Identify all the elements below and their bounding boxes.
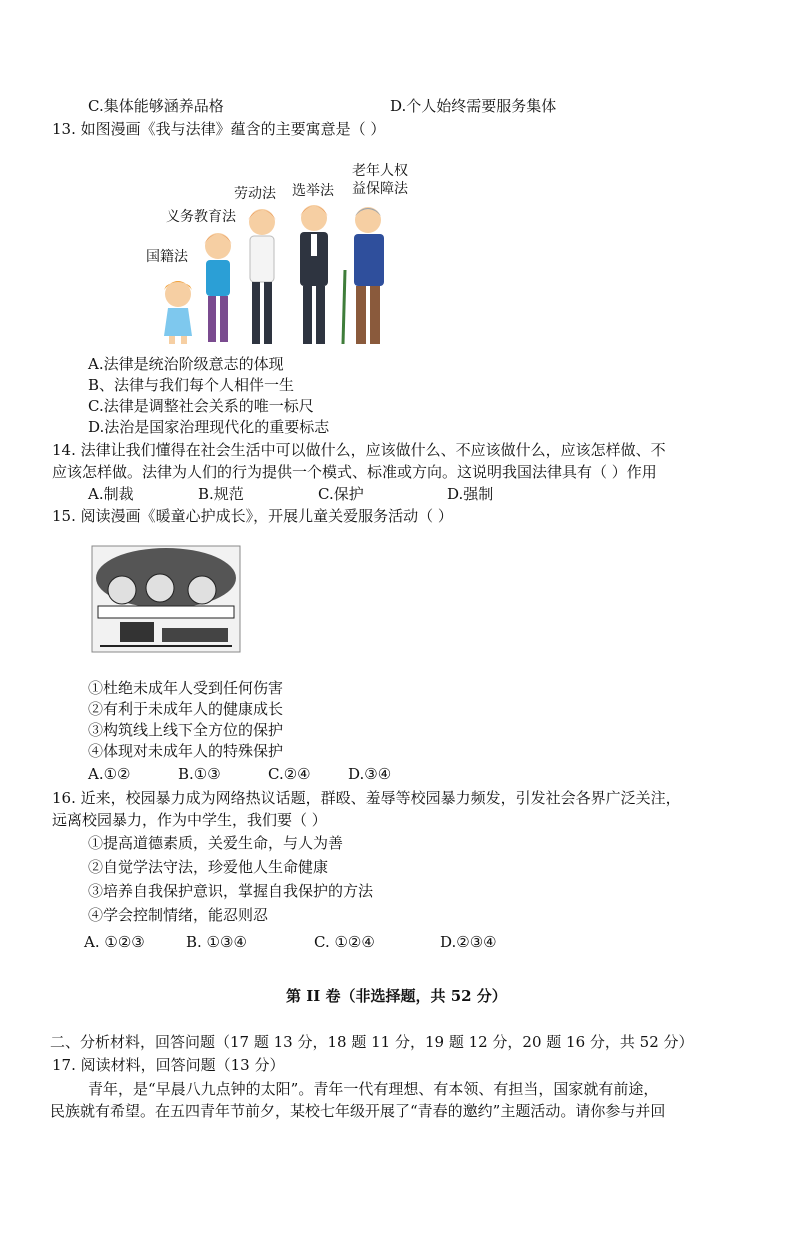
q15-item-4: ④体现对未成年人的特殊保护 [88,742,284,760]
q15-item-1: ①杜绝未成年人受到任何伤害 [88,679,284,697]
label-labor-law: 劳动法 [234,186,276,202]
q17-paragraph-line2: 民族就有希望。在五四青年节前夕，某校七年级开展了“青春的邀约”主题活动。请你参与并回 [50,1102,666,1120]
q16-stem-line2: 远离校园暴力，作为中学生，我们要（ ） [52,811,327,829]
q16-item-1: ①提高道德素质，关爱生命，与人为善 [88,834,344,852]
q15-option-d: D.③④ [348,765,392,783]
label-election-law: 选举法 [292,183,334,199]
q15-option-c: C.②④ [268,765,311,783]
q16-option-a: A. ①②③ [84,933,145,951]
q17-stem: 17. 阅读材料，回答问题（13 分） [52,1056,285,1074]
elderly-man-figure [343,207,384,344]
q14-option-d: D.强制 [447,485,494,503]
q15-stem: 15. 阅读漫画《暖童心护成长》，开展儿童关爱服务活动（ ） [52,507,453,525]
q15-cartoon-illustration [90,544,242,654]
q13-option-d: D.法治是国家治理现代化的重要标志 [88,418,330,436]
q12-option-d: D.个人始终需要服务集体 [390,97,557,115]
q13-option-b: B、法律与我们每个人相伴一生 [88,376,295,394]
suit-man-figure [300,205,328,344]
q13-stem: 13. 如图漫画《我与法律》蕴含的主要寓意是（ ） [52,120,386,138]
q16-item-3: ③培养自我保护意识，掌握自我保护的方法 [88,882,374,900]
q15-item-3: ③构筑线上线下全方位的保护 [88,721,284,739]
family-figures-illustration [140,158,430,350]
q14-option-c: C.保护 [318,485,364,503]
section-2-instruction: 二、分析材料，回答问题（17 题 13 分，18 题 11 分，19 题 12 分，20 题 16 分，共 52 分） [50,1033,694,1051]
q16-option-c: C. ①②④ [314,933,375,951]
q15-option-a: A.①② [88,765,131,783]
q15-option-b: B.①③ [178,765,221,783]
q16-item-2: ②自觉学法守法，珍爱他人生命健康 [88,858,329,876]
q16-item-4: ④学会控制情绪，能忍则忍 [88,906,269,924]
q14-stem-line1: 14. 法律让我们懂得在社会生活中可以做什么，应该做什么、不应该做什么，应该怎样做、不 [52,441,666,459]
q14-option-a: A.制裁 [88,485,134,503]
label-elderly-law-2: 益保障法 [352,181,408,197]
teen-figure [204,233,232,342]
q14-stem-line2: 应该怎样做。法律为人们的行为提供一个模式、标准或方向。这说明我国法律具有（ ）作用 [52,463,657,481]
q16-stem-line1: 16. 近来，校园暴力成为网络热议话题，群殴、羞辱等校园暴力频发，引发社会各界广泛关注， [52,789,681,807]
child-figure [164,281,192,344]
label-nationality-law: 国籍法 [146,249,188,265]
q12-option-c: C.集体能够涵养品格 [88,97,224,115]
q13-cartoon [140,158,430,350]
young-adult-figure [248,209,276,344]
q13-option-a: A.法律是统治阶级意志的体现 [88,355,284,373]
q16-option-d: D.②③④ [440,933,497,951]
q17-paragraph-line1: 青年，是“早晨八九点钟的太阳”。青年一代有理想、有本领、有担当，国家就有前途， [88,1080,659,1098]
q13-option-c: C.法律是调整社会关系的唯一标尺 [88,397,314,415]
section-2-title: 第 II 卷（非选择题，共 52 分） [286,987,507,1005]
q15-item-2: ②有利于未成年人的健康成长 [88,700,284,718]
label-education-law: 义务教育法 [166,209,236,225]
q16-option-b: B. ①③④ [186,933,247,951]
q14-option-b: B.规范 [198,485,244,503]
label-elderly-law-1: 老年人权 [352,163,408,179]
